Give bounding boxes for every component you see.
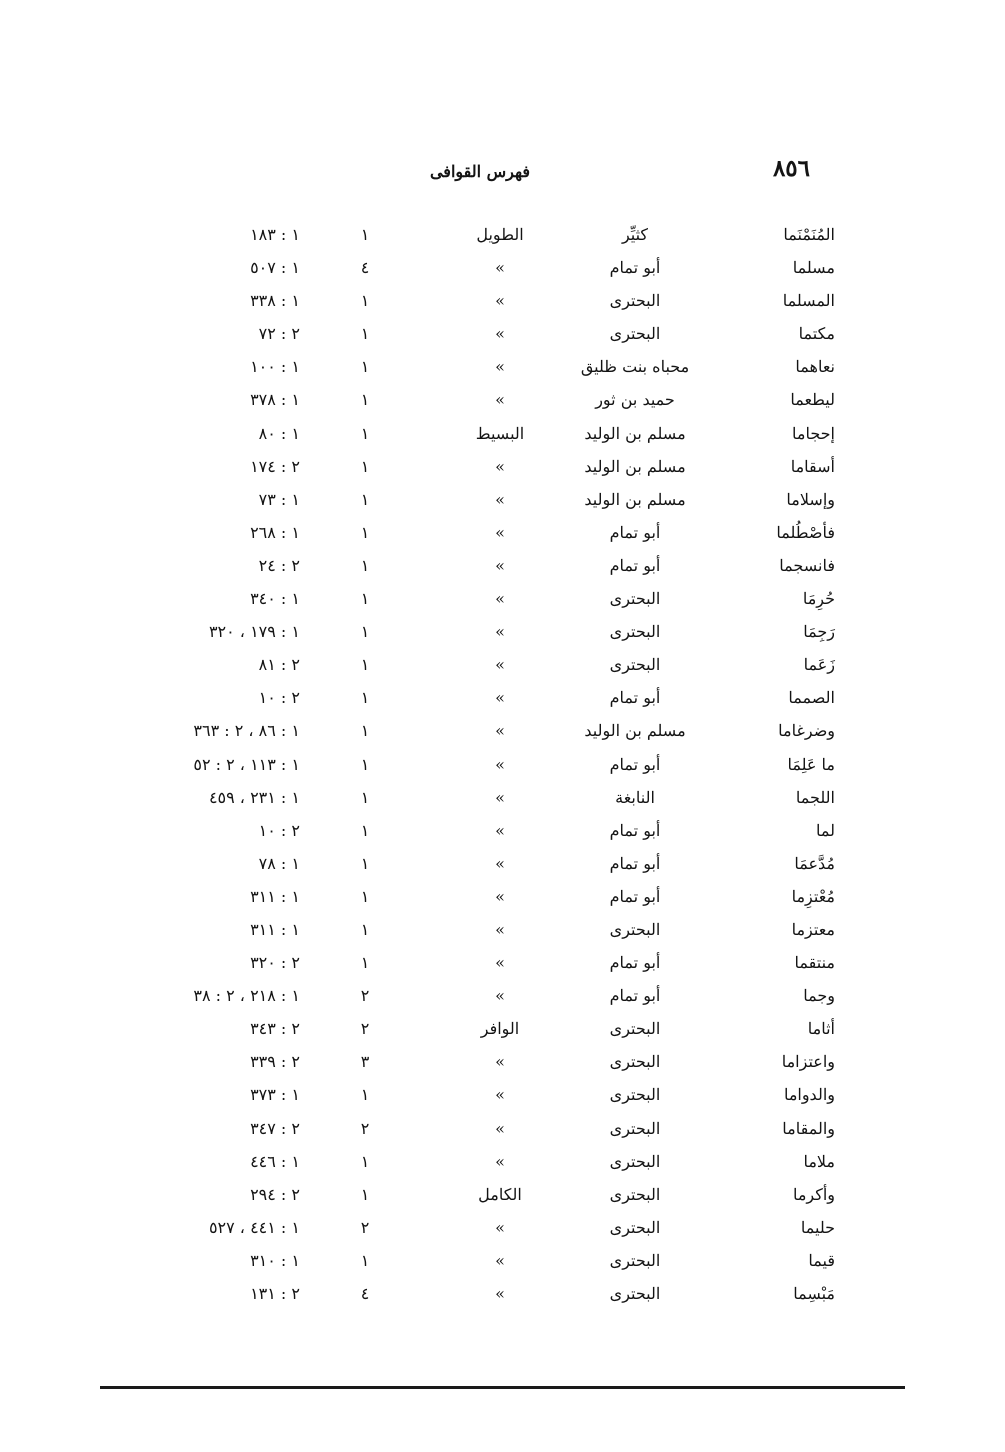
rhyme-word: المسلما — [782, 291, 835, 311]
meter-name: » — [495, 1217, 505, 1237]
meter-name: » — [495, 1151, 505, 1171]
table-row — [0, 1145, 1005, 1178]
poet-name: محباه بنت ظليق — [580, 357, 690, 377]
poet-name: البحترى — [609, 1151, 661, 1171]
meter-name: » — [495, 555, 505, 575]
poet-name: أبو تمام — [609, 886, 661, 906]
page-reference: ١ : ٣٣٨ — [250, 291, 300, 311]
rhyme-word: فانسجما — [779, 555, 835, 575]
meter-name: » — [495, 754, 505, 774]
table-row — [0, 979, 1005, 1012]
meter-name: » — [495, 1284, 505, 1303]
meter-name: » — [495, 456, 505, 476]
verse-count: ١ — [360, 225, 370, 244]
poet-name: البحترى — [609, 1217, 661, 1237]
verse-count: ١ — [360, 886, 370, 906]
verse-count: ١ — [360, 721, 370, 741]
rhyme-word: حُرِمَا — [802, 589, 835, 609]
poet-name: مسلم بن الوليد — [584, 423, 686, 443]
page-reference: ٢ : ٣٣٩ — [250, 1052, 300, 1072]
meter-name: » — [495, 1250, 505, 1270]
rhyme-word: والدواما — [783, 1085, 835, 1105]
poet-name: البحترى — [609, 1085, 661, 1105]
rhyme-word: المُنَمْنَما — [783, 225, 835, 244]
meter-name: » — [495, 919, 505, 939]
rhyme-word: زَعَما — [803, 655, 835, 675]
verse-count: ١ — [360, 522, 370, 542]
verse-count: ١ — [360, 688, 370, 708]
table-row — [0, 1244, 1005, 1277]
meter-name: » — [495, 886, 505, 906]
table-row — [0, 450, 1005, 483]
verse-count: ٤ — [360, 1284, 370, 1303]
page-title: فهرس القوافى — [429, 162, 531, 181]
page-reference: ٢ : ١٠ — [258, 688, 300, 708]
meter-name: » — [495, 622, 505, 642]
table-row — [0, 1178, 1005, 1211]
verse-count: ١ — [360, 655, 370, 675]
verse-count: ١ — [360, 853, 370, 873]
meter-name: » — [495, 986, 505, 1006]
table-row — [0, 913, 1005, 946]
meter-name: الوافر — [480, 1019, 520, 1039]
meter-name: » — [495, 721, 505, 741]
poet-name: البحترى — [609, 1118, 661, 1138]
footer-rule — [100, 1386, 905, 1389]
poet-name: أبو تمام — [609, 688, 661, 708]
rhyme-word: مُعْتزِما — [791, 886, 835, 906]
meter-name: » — [495, 291, 505, 311]
meter-name: الطويل — [476, 225, 524, 244]
poet-name: البحترى — [609, 622, 661, 642]
page-reference: ١ : ٢٦٨ — [250, 522, 300, 542]
page-reference: ١ : ٨٦ ، ٢ : ٣٦٣ — [193, 721, 300, 741]
page-reference: ٢ : ٣٤٣ — [250, 1019, 300, 1039]
poet-name: أبو تمام — [609, 555, 661, 575]
page-reference: ١ : ٣١٠ — [250, 1250, 300, 1270]
verse-count: ٤ — [360, 258, 370, 278]
page-reference: ١ : ٣٧٨ — [250, 390, 300, 410]
poet-name: مسلم بن الوليد — [584, 721, 686, 741]
meter-name: » — [495, 1052, 505, 1072]
table-row — [0, 1112, 1005, 1145]
page-reference: ١ : ١٧٩ ، ٣٢٠ — [208, 622, 300, 642]
table-row — [0, 549, 1005, 582]
rhyme-word: وأكرما — [792, 1184, 835, 1204]
rhyme-word: مكتما — [798, 324, 835, 344]
page-reference: ١ : ٥٠٧ — [250, 258, 300, 278]
table-row — [0, 615, 1005, 648]
rhyme-word: مسلما — [792, 258, 835, 278]
page-reference: ٢ : ١٠ — [258, 820, 300, 840]
rhyme-word: الصمما — [788, 688, 835, 708]
meter-name: » — [495, 324, 505, 344]
meter-name: الكامل — [478, 1184, 522, 1204]
page-reference: ١ : ٢٣١ ، ٤٥٩ — [208, 787, 300, 807]
meter-name: » — [495, 853, 505, 873]
verse-count: ١ — [360, 589, 370, 609]
meter-name: » — [495, 1118, 505, 1138]
poet-name: مسلم بن الوليد — [584, 456, 686, 476]
rhyme-word: نعاهما — [795, 357, 835, 377]
table-row — [0, 218, 1005, 251]
poet-name: البحترى — [609, 1250, 661, 1270]
table-row — [0, 880, 1005, 913]
verse-count: ١ — [360, 423, 370, 443]
verse-count: ١ — [360, 1250, 370, 1270]
poet-name: البحترى — [609, 1052, 661, 1072]
poet-name: أبو تمام — [609, 953, 661, 973]
rhyme-word: وإسلاما — [786, 489, 835, 509]
poet-name: حميد بن ثور — [595, 390, 675, 410]
page-reference: ١ : ٣٧٣ — [250, 1085, 300, 1105]
meter-name: » — [495, 1085, 505, 1105]
page-reference: ١ : ٢١٨ ، ٢ : ٣٨ — [193, 986, 300, 1006]
poet-name: البحترى — [609, 1284, 661, 1303]
verse-count: ١ — [360, 953, 370, 973]
meter-name: » — [495, 522, 505, 542]
rhyme-word: ملاما — [803, 1151, 835, 1171]
verse-count: ١ — [360, 787, 370, 807]
meter-name: » — [495, 489, 505, 509]
table-row — [0, 781, 1005, 814]
page-reference: ١ : ٣١١ — [250, 919, 300, 939]
table-row — [0, 483, 1005, 516]
rhyme-word: واعتزاما — [781, 1052, 835, 1072]
poet-name: البحترى — [609, 655, 661, 675]
poet-name: النابغة — [615, 787, 655, 807]
rhyme-word: وجما — [803, 986, 835, 1006]
verse-count: ١ — [360, 1085, 370, 1105]
rhyme-word: إحجاما — [792, 423, 835, 443]
page-reference: ٢ : ٧٢ — [258, 324, 300, 344]
poet-name: البحترى — [609, 589, 661, 609]
verse-count: ١ — [360, 622, 370, 642]
page-reference: ٢ : ٣٢٠ — [250, 953, 300, 973]
rhyme-word: مَبْسِما — [793, 1284, 835, 1303]
page-reference: ١ : ٣١١ — [250, 886, 300, 906]
rhyme-word: أسقاما — [790, 456, 835, 476]
verse-count: ١ — [360, 1184, 370, 1204]
verse-count: ١ — [360, 754, 370, 774]
meter-name: البسيط — [475, 423, 525, 443]
rhyme-word: لما — [816, 820, 835, 840]
meter-name: » — [495, 655, 505, 675]
rhyme-word: ما عَلِمَا — [787, 754, 835, 774]
table-row — [0, 1277, 1005, 1310]
poet-name: البحترى — [609, 291, 661, 311]
table-row — [0, 582, 1005, 615]
meter-name: » — [495, 953, 505, 973]
poet-name: أبو تمام — [609, 522, 661, 542]
rhyme-word: ليطعما — [790, 390, 835, 410]
page-reference: ٢ : ٣٤٧ — [250, 1118, 300, 1138]
poet-name: البحترى — [609, 1019, 661, 1039]
rhyme-word: معتزما — [791, 919, 835, 939]
verse-count: ٣ — [360, 1052, 370, 1072]
page-reference: ٢ : ٢٤ — [258, 555, 300, 575]
rhyme-word: منتقما — [794, 953, 835, 973]
table-row — [0, 1211, 1005, 1244]
rhyme-word: مُدَّعمَا — [794, 853, 835, 873]
page-reference: ١ : ٧٣ — [258, 489, 300, 509]
poet-name: مسلم بن الوليد — [584, 489, 686, 509]
verse-count: ١ — [360, 489, 370, 509]
rhyme-index-table — [0, 218, 1005, 1310]
page-reference: ١ : ٤٤١ ، ٥٢٧ — [208, 1217, 300, 1237]
verse-count: ١ — [360, 390, 370, 410]
rhyme-word: أثاما — [807, 1019, 835, 1039]
poet-name: أبو تمام — [609, 820, 661, 840]
poet-name: أبو تمام — [609, 258, 661, 278]
table-row — [0, 1078, 1005, 1111]
verse-count: ١ — [360, 555, 370, 575]
meter-name: » — [495, 820, 505, 840]
rhyme-word: فأصْطُلما — [776, 522, 835, 542]
page-reference: ١ : ٧٨ — [258, 853, 300, 873]
verse-count: ١ — [360, 1151, 370, 1171]
page-reference: ١ : ٣٤٠ — [250, 589, 300, 609]
verse-count: ٢ — [360, 1118, 370, 1138]
rhyme-word: قيما — [808, 1250, 835, 1270]
table-row — [0, 714, 1005, 747]
meter-name: » — [495, 688, 505, 708]
page-reference: ١ : ١٨٣ — [250, 225, 300, 244]
table-row — [0, 814, 1005, 847]
page-reference: ٢ : ٨١ — [258, 655, 300, 675]
meter-name: » — [495, 258, 505, 278]
verse-count: ١ — [360, 357, 370, 377]
page-reference: ١ : ١١٣ ، ٢ : ٥٢ — [193, 754, 300, 774]
poet-name: أبو تمام — [609, 754, 661, 774]
rhyme-word: رَجِمَا — [803, 622, 835, 642]
verse-count: ١ — [360, 820, 370, 840]
table-row — [0, 284, 1005, 317]
table-row — [0, 1045, 1005, 1078]
table-row — [0, 383, 1005, 416]
page-reference: ١ : ٤٤٦ — [250, 1151, 300, 1171]
verse-count: ٢ — [360, 1217, 370, 1237]
page-number: ٨٥٦ — [772, 155, 810, 182]
verse-count: ١ — [360, 324, 370, 344]
table-row — [0, 350, 1005, 383]
meter-name: » — [495, 589, 505, 609]
poet-name: البحترى — [609, 1184, 661, 1204]
table-row — [0, 317, 1005, 350]
verse-count: ١ — [360, 919, 370, 939]
verse-count: ٢ — [360, 1019, 370, 1039]
table-row — [0, 648, 1005, 681]
page-reference: ١ : ٨٠ — [258, 423, 300, 443]
table-row — [0, 748, 1005, 781]
rhyme-word: وضرغاما — [778, 721, 835, 741]
poet-name: البحترى — [609, 919, 661, 939]
table-row — [0, 946, 1005, 979]
verse-count: ١ — [360, 291, 370, 311]
page-reference: ١ : ١٠٠ — [250, 357, 300, 377]
rhyme-word: حليما — [800, 1217, 835, 1237]
table-row — [0, 681, 1005, 714]
page-reference: ٢ : ٢٩٤ — [250, 1184, 300, 1204]
poet-name: أبو تمام — [609, 986, 661, 1006]
table-row — [0, 251, 1005, 284]
meter-name: » — [495, 787, 505, 807]
poet-name: أبو تمام — [609, 853, 661, 873]
table-row — [0, 1012, 1005, 1045]
table-row — [0, 516, 1005, 549]
rhyme-word: والمقاما — [782, 1118, 835, 1138]
table-row — [0, 847, 1005, 880]
verse-count: ٢ — [360, 986, 370, 1006]
table-row — [0, 417, 1005, 450]
poet-name: كثيِّر — [621, 225, 649, 244]
poet-name: البحترى — [609, 324, 661, 344]
meter-name: » — [495, 390, 505, 410]
rhyme-word: اللجما — [795, 787, 835, 807]
page-reference: ٢ : ١٧٤ — [250, 456, 300, 476]
meter-name: » — [495, 357, 505, 377]
verse-count: ١ — [360, 456, 370, 476]
page-reference: ٢ : ١٣١ — [250, 1284, 300, 1303]
